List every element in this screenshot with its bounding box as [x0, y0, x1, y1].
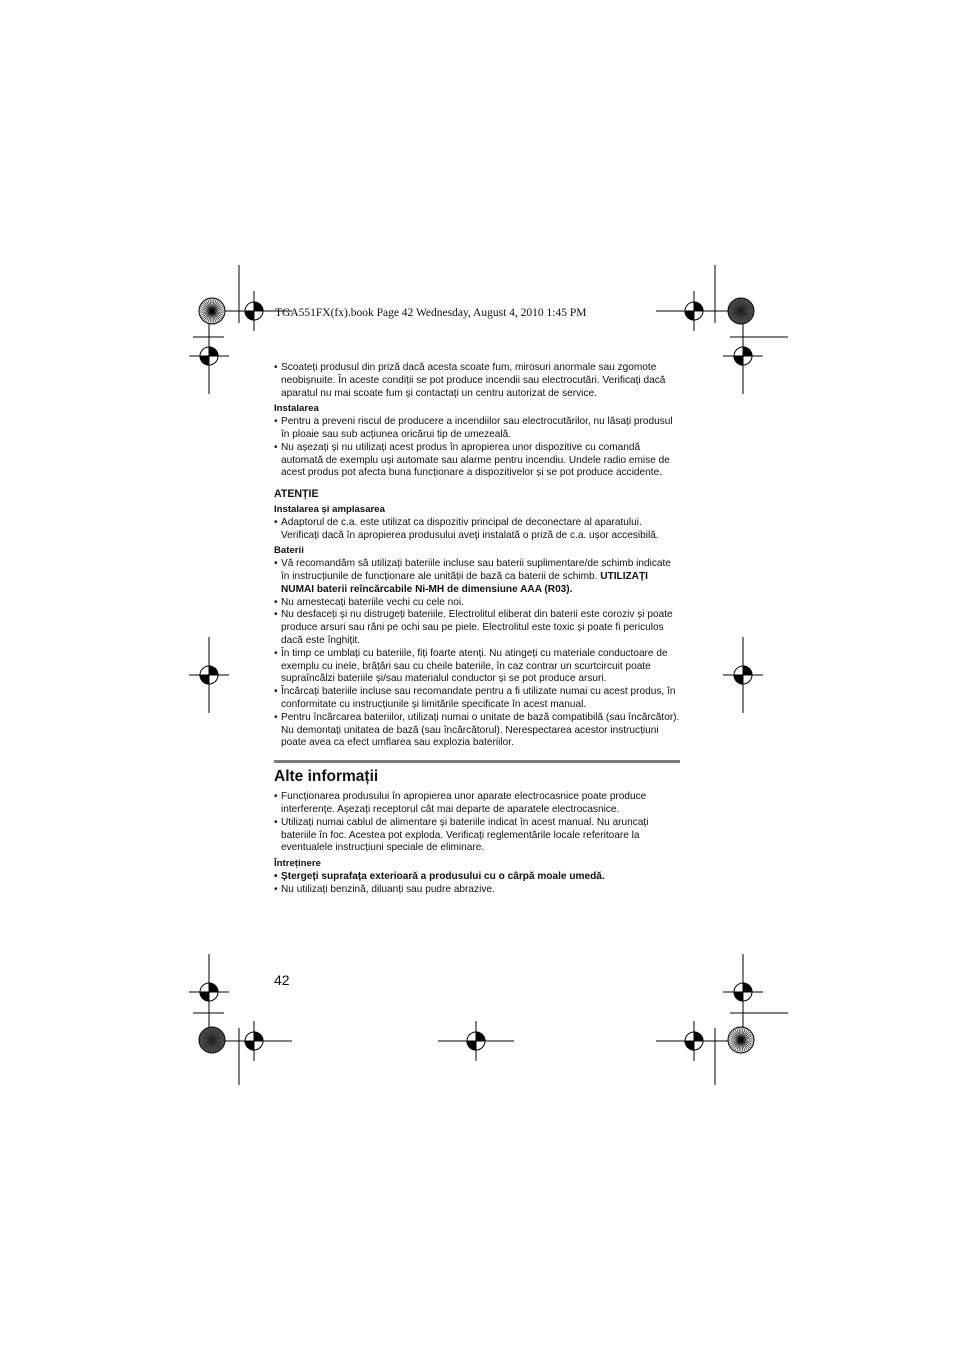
list-item: • Nu amestecați bateriile vechi cu cele noi.	[274, 597, 680, 610]
list-item: • Pentru încărcarea bateriilor, utilizați numai o unitate de bază compatibilă (sau încărcător). Nu demontați unitatea de bază (sau încărcătorul). Nerespectarea acestor instrucțiuni poate avea ca efect umflarea sau explozia bateriilor.	[274, 712, 680, 750]
crosshair-mark	[656, 1021, 732, 1061]
list-item: • Nu așezați și nu utilizați acest produs în apropierea unor dispozitive cu comandă automată de exemplu uși automate sau alarme pentru incendiu. Undele radio emise de acest produs pot afecta buna funcționare a dispozitivelor și se pot produce accidente.	[274, 442, 680, 480]
crosshair-mark	[723, 637, 763, 713]
list-item-bold-text: UTILIZAȚI NUMAI baterii reîncărcabile Ni-MH de dimensiune AAA (R03).	[281, 570, 648, 595]
list-item-text: Vă recomandăm să utilizați bateriile incluse sau baterii suplimentare/de schimb indicate în instrucțiunile de funcționare ale unității de bază ca baterii de schimb.	[281, 558, 671, 582]
list-item	[274, 558, 680, 596]
list-item: • Ștergeți suprafața exterioară a produsului cu o cârpă moale umedă.	[274, 871, 680, 884]
starburst-mark	[199, 1027, 225, 1053]
subheading-instalarea: Instalarea	[274, 403, 319, 415]
subheading-intretinere: Întreținere	[274, 858, 321, 870]
crosshair-mark	[189, 954, 229, 1030]
list-item: • Pentru a preveni riscul de producere a incendiilor sau electrocutărilor, nu lăsați produsul în ploaie sau sub acțiunea oricărui tip de umezeală.	[274, 416, 680, 442]
list-item: • Încărcați bateriile incluse sau recomandate pentru a fi utilizate numai cu acest produs, în conformitate cu instrucțiunile și limitările specificate în acest manual.	[274, 686, 680, 712]
list-item: • Nu utilizați benzină, diluanți sau pudre abrazive.	[274, 884, 680, 897]
section-title: Alte informații	[274, 768, 379, 786]
starburst-mark	[728, 298, 754, 324]
heading-atentie: ATENȚIE	[274, 488, 319, 501]
crosshair-mark	[656, 291, 732, 331]
subheading-baterii: Baterii	[274, 545, 304, 557]
document-body	[274, 362, 680, 896]
starburst-mark	[199, 298, 225, 324]
print-header: TGA551FX(fx).book Page 42 Wednesday, August 4, 2010 1:45 PM	[275, 307, 587, 319]
list-item: • Nu desfaceți și nu distrugeți bateriile. Electrolitul eliberat din baterii este coroziv și poate produce arsuri sau răni pe ochi sau pe piele. Electrolitul este toxic și poate fi periculos dacă este înghițit.	[274, 609, 680, 647]
section-divider	[274, 760, 680, 763]
crosshair-mark	[438, 1021, 514, 1061]
crosshair-mark	[723, 954, 763, 1030]
crosshair-mark	[216, 1021, 292, 1061]
subheading-instalarea-amplasarea: Instalarea și amplasarea	[274, 503, 385, 515]
crosshair-mark	[189, 318, 229, 394]
page-number: 42	[274, 972, 290, 988]
list-item: • Funcționarea produsului în apropierea unor aparate electrocasnice poate produce interferențe. Așezați receptorul cât mai departe de aparatele electrocasnice.	[274, 791, 680, 817]
list-item: • Adaptorul de c.a. este utilizat ca dispozitiv principal de deconectare al aparatului. Verificați dacă în apropierea produsului aveți instalată o priză de c.a. ușor accesibilă.	[274, 517, 680, 543]
crosshair-mark	[189, 637, 229, 713]
list-item: • În timp ce umblați cu bateriile, fiți foarte atenți. Nu atingeți cu materiale conductoare de exemplu cu inele, brățări sau cu cheile bateriile, în caz contrar un scurtcircuit poate supraîncălzi bateriile și/sau materialul conductor și se pot produce arsuri.	[274, 648, 680, 686]
crosshair-mark	[723, 318, 763, 394]
list-item: • Utilizați numai cablul de alimentare și bateriile indicat în acest manual. Nu aruncați bateriile în foc. Acestea pot exploda. Verificați reglementările locale referitoare la eventualele instrucțiuni speciale de eliminare.	[274, 817, 680, 855]
starburst-mark	[728, 1027, 754, 1053]
list-item: • Scoateți produsul din priză dacă acesta scoate fum, mirosuri anormale sau zgomote neobișnuite. În aceste condiții se pot produce incendii sau electrocutări. Verificați dacă aparatul nu mai scoate fum și contactați un centru autorizat de service.	[274, 362, 680, 400]
